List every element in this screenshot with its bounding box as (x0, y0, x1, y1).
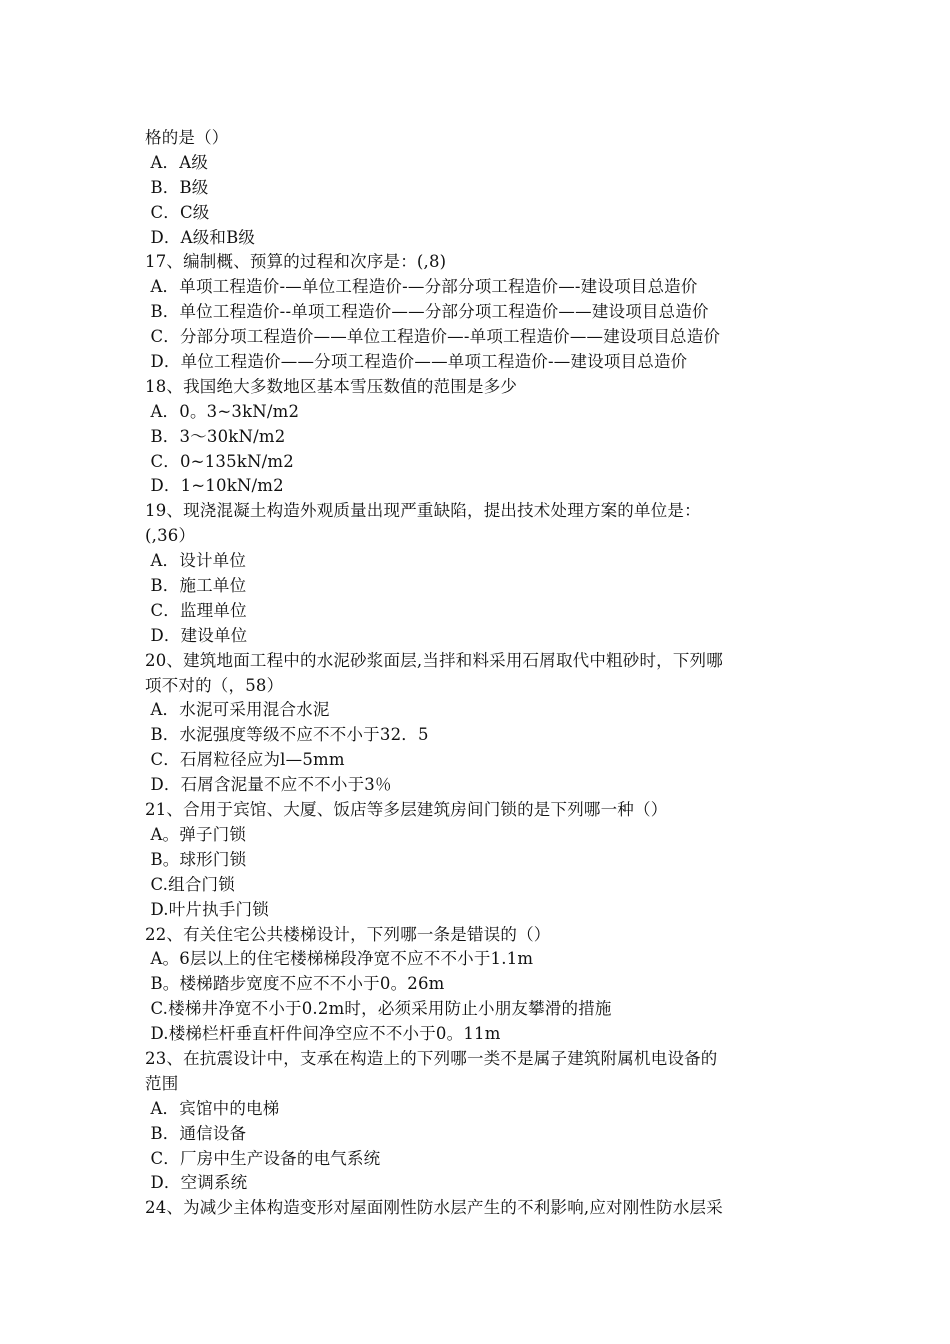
text-line: 17、编制概、预算的过程和次序是：(,8) (145, 252, 447, 272)
text-line: D.叶片执手门锁 (145, 899, 269, 919)
text-line: B．3～30kN/m2 (145, 426, 286, 446)
text-line: D．单位工程造价——分项工程造价——单项工程造价-—建设项目总造价 (145, 352, 688, 372)
text-line: 19、现浇混凝土构造外观质量出现严重缺陷，提出技术处理方案的单位是： (145, 501, 701, 521)
text-line: 范围 (145, 1073, 179, 1093)
text-line: A．设计单位 (145, 551, 247, 571)
text-line: B．单位工程造价--单项工程造价——分部分项工程造价——建设项目总造价 (145, 302, 709, 322)
text-line: C．石屑粒径应为l—5mm (145, 750, 345, 770)
document-body (145, 126, 810, 1221)
text-line: C．分部分项工程造价——单位工程造价—-单项工程造价——建设项目总造价 (145, 327, 721, 347)
text-line: A．单项工程造价-—单位工程造价-—分部分项工程造价—-建设项目总造价 (145, 277, 698, 297)
text-line: A．宾馆中的电梯 (145, 1098, 280, 1118)
text-line: 22、有关住宅公共楼梯设计，下列哪一条是错误的（） (145, 924, 551, 944)
text-line: 项不对的（，58） (145, 675, 284, 695)
text-line: D.楼梯栏杆垂直杆件间净空应不不小于0。11m (145, 1024, 501, 1044)
text-line: C．厂房中生产设备的电气系统 (145, 1148, 381, 1168)
text-line: A．0。3~3kN/m2 (145, 401, 300, 421)
text-line: A。6层以上的住宅楼梯梯段净宽不应不不小于1.1m (145, 949, 534, 969)
text-line: 格的是（） (145, 128, 229, 147)
text-line: D．A级和B级 (145, 227, 256, 247)
text-line: B．施工单位 (145, 576, 247, 596)
text-line: B。楼梯踏步宽度不应不不小于0。26m (145, 974, 445, 994)
text-line: C．0~135kN/m2 (145, 451, 294, 471)
text-line: C.组合门锁 (145, 874, 235, 894)
text-line: D．空调系统 (145, 1173, 248, 1193)
text-line: 23、在抗震设计中，支承在构造上的下列哪一类不是属子建筑附属机电设备的 (145, 1048, 718, 1068)
text-line: C.楼梯井净宽不小于0.2m时，必须采用防止小朋友攀滑的措施 (145, 999, 612, 1019)
text-line: 24、为减少主体构造变形对屋面刚性防水层产生的不利影响,应对刚性防水层采 (145, 1198, 723, 1218)
text-line: 21、合用于宾馆、大厦、饭店等多层建筑房间门锁的是下列哪一种（） (145, 800, 668, 820)
text-line: C．C级 (145, 202, 210, 222)
text-line: 18、我国绝大多数地区基本雪压数值的范围是多少 (145, 376, 518, 396)
text-line: B．水泥强度等级不应不不小于32．5 (145, 725, 429, 745)
text-line: D．石屑含泥量不应不不小于3％ (145, 775, 392, 795)
text-line: B．B级 (145, 177, 209, 197)
text-line: B．通信设备 (145, 1123, 247, 1143)
text-line: A。弹子门锁 (145, 824, 247, 844)
text-line: C．监理单位 (145, 600, 247, 620)
text-line: D．建设单位 (145, 625, 248, 645)
text-line: (,36） (145, 526, 196, 546)
text-line: A．A级 (145, 152, 209, 172)
text-line: A．水泥可采用混合水泥 (145, 700, 330, 720)
text-line: 20、建筑地面工程中的水泥砂浆面层,当拌和料采用石屑取代中粗砂时，下列哪 (145, 650, 723, 670)
text-line: D．1~10kN/m2 (145, 476, 284, 496)
text-line: B。球形门锁 (145, 849, 247, 869)
